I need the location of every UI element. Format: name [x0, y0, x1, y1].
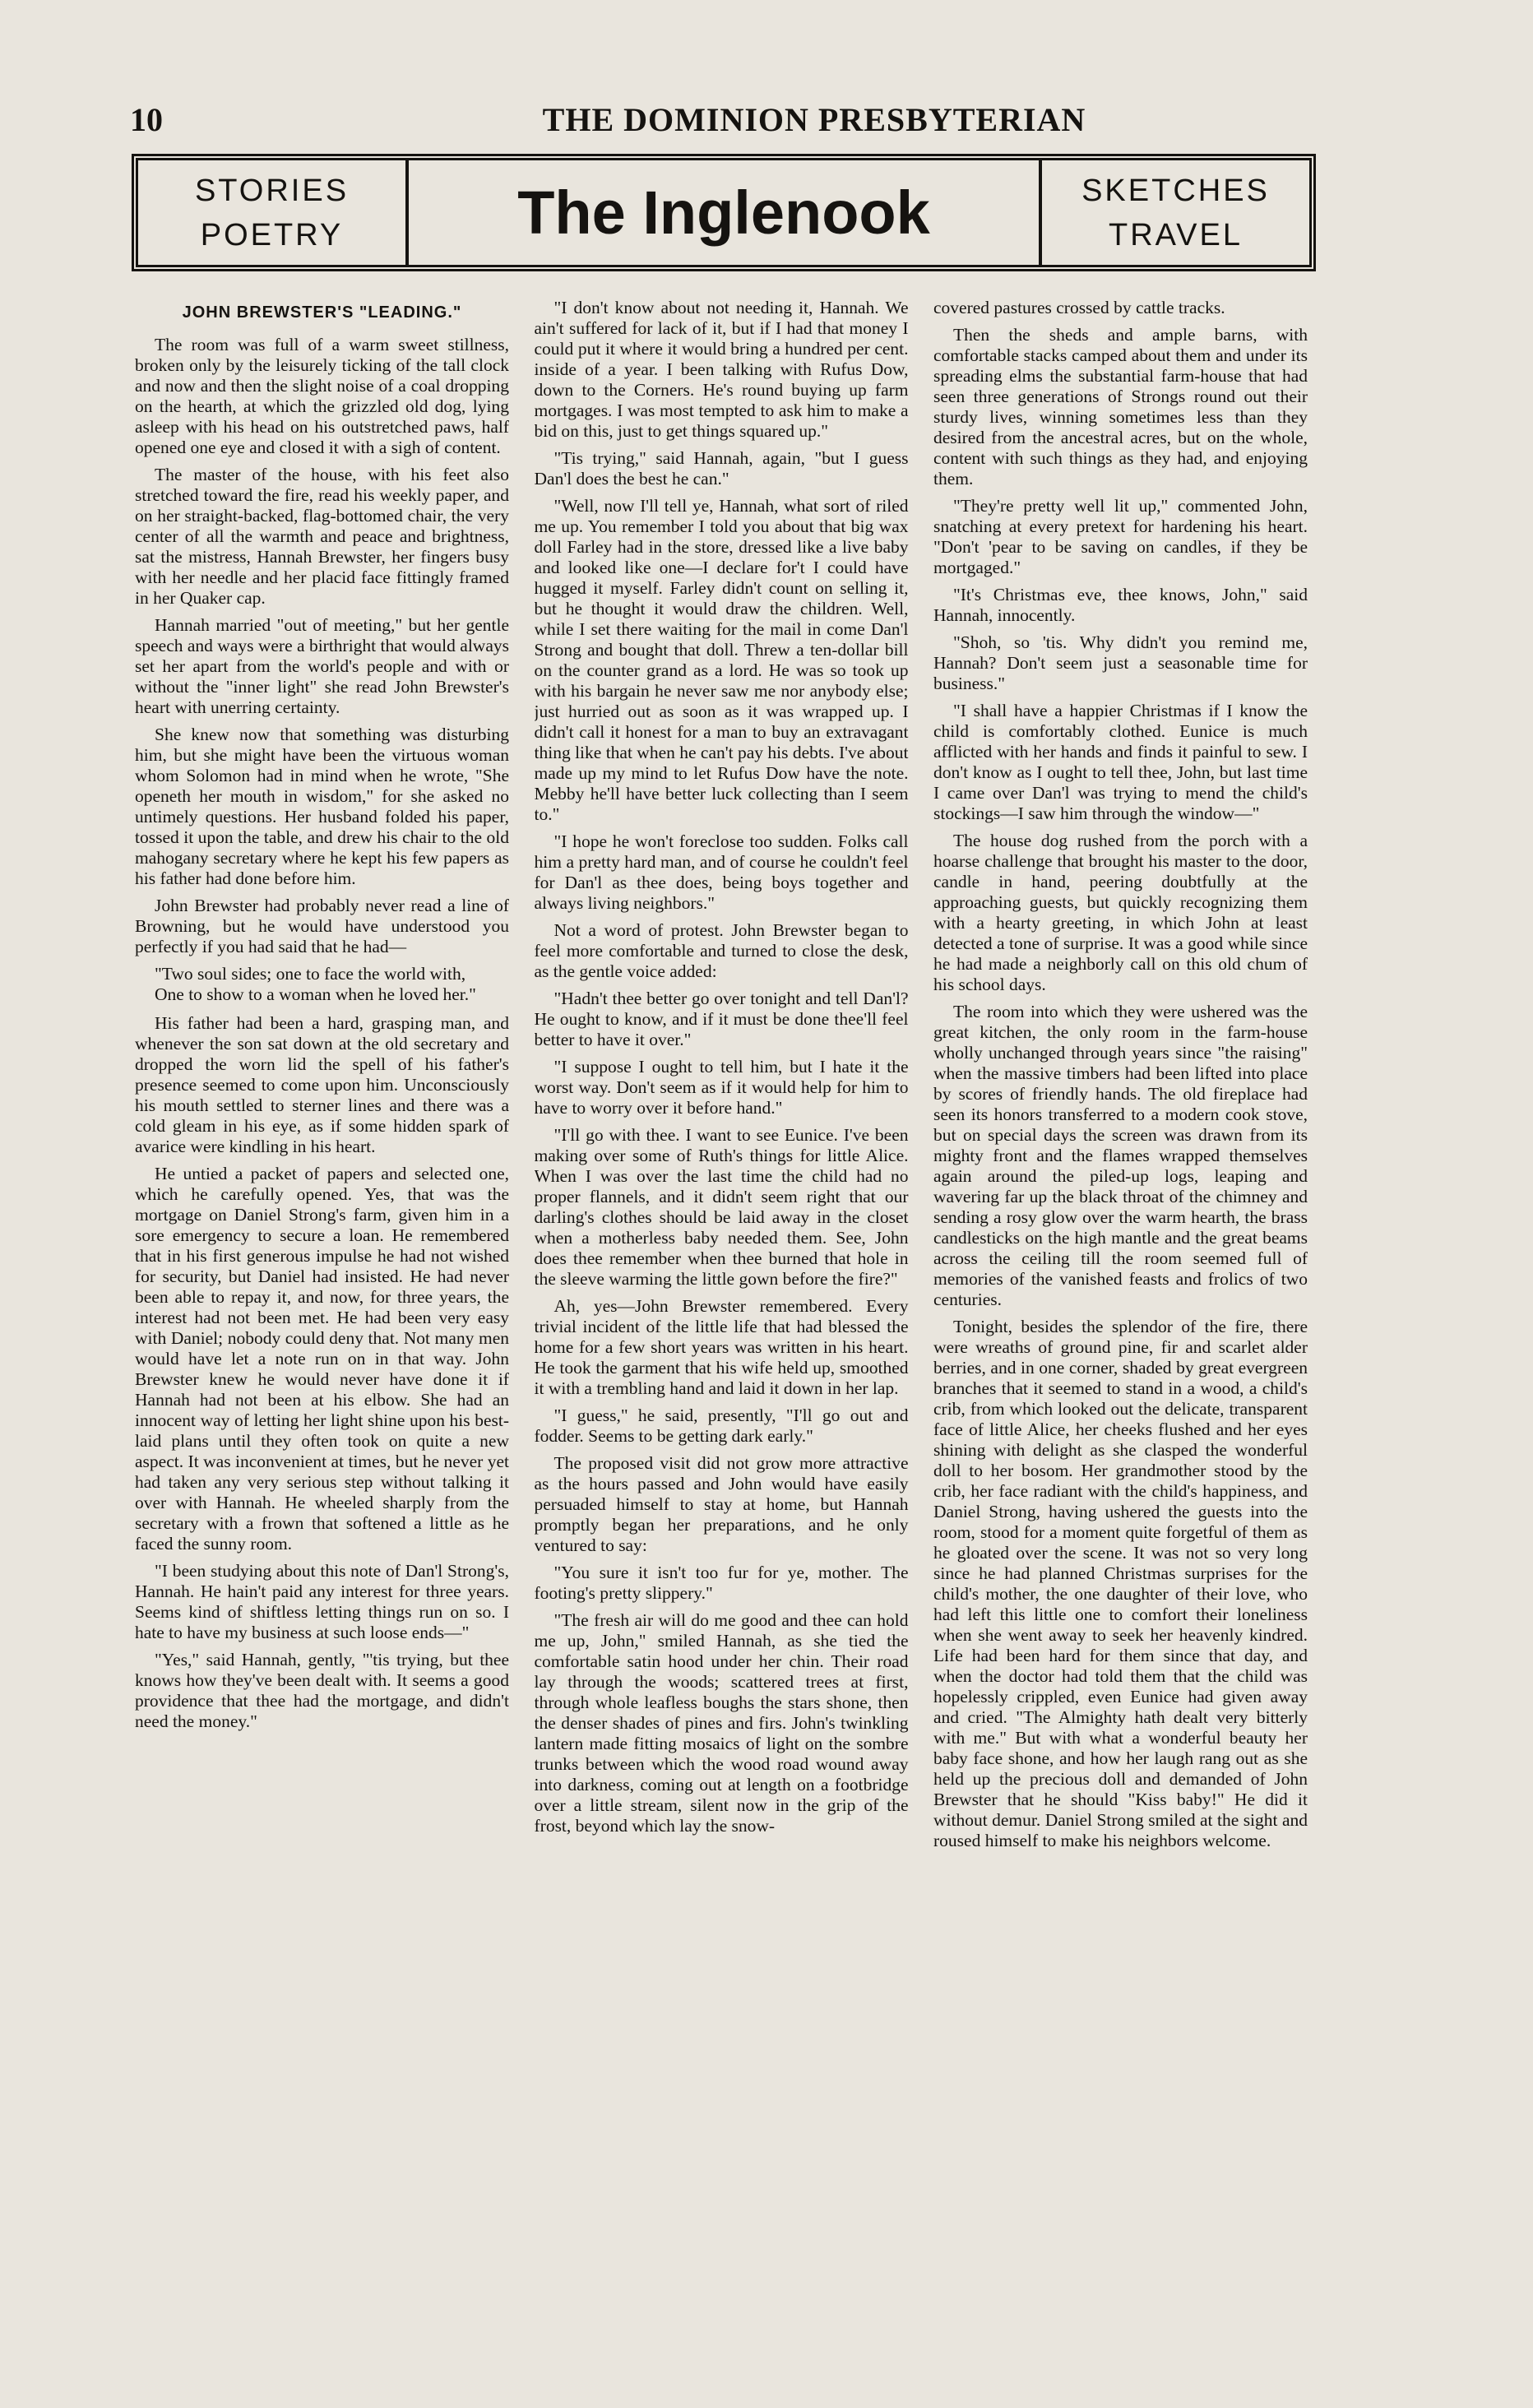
section-masthead [132, 154, 1316, 271]
masthead-right-box [1039, 160, 1309, 265]
paragraph: "They're pretty well lit up," commented John, snatching at every pretext for hardening his heart. "Don't 'pear to be saving on candles, if they be mortgaged." [933, 496, 1308, 577]
paragraph: Ah, yes—John Brewster remembered. Every trivial incident of the little life that had blessed the home for a few short years was written in his heart. He took the garment that his wife held up, smoothed it with a trembling hand and laid it down in her lap. [534, 1296, 909, 1398]
verse-line: "Two soul sides; one to face the world with, [155, 964, 466, 984]
paragraph: "I shall have a happier Christmas if I know the child is comfortably clothed. Eunice is much afflicted with her hands and finds it painful to sew. I don't know as I ought to tell thee, John, but last time I came over Dan'l was trying to mend the child's stockings—I saw him through the window—" [933, 701, 1308, 823]
masthead-title: The Inglenook [517, 178, 930, 247]
paragraph: "Shoh, so 'tis. Why didn't you remind me, Hannah? Don't seem just a seasonable time for business." [933, 632, 1308, 693]
paragraph: John Brewster had probably never read a line of Browning, but he would have understood you perfectly if you had said that he had— [135, 896, 509, 956]
running-title: THE DOMINION PRESBYTERIAN [542, 101, 1086, 138]
verse-quote [155, 964, 509, 1005]
column-1 [135, 298, 509, 2288]
paragraph: covered pastures crossed by cattle tracks. [933, 298, 1225, 317]
column-3 [933, 298, 1308, 2288]
paragraph: The proposed visit did not grow more attractive as the hours passed and John would have easily persuaded himself to stay at home, but Hannah promptly began her preparations, and he only ventured to say: [534, 1453, 909, 1555]
article-columns [135, 298, 1308, 2288]
paragraph: Tonight, besides the splendor of the fire, there were wreaths of ground pine, fir and scarlet alder berries, and in one corner, shaded by great evergreen branches that it seemed to stand in a wood, a child's crib, from which looked out the delicate, transparent face of little Alice, her cheeks flushed and her eyes shining with delight as she clasped the wonderful doll to her bosom. Her grandmother stood by the crib, her face radiant with the child's happiness, and Daniel Strong, having ushered the guests into the room, stood for a moment quite forgetful of them as he gloated over the scene. It was not so very long since he had planned Christmas surprises for the child's mother, the one daughter of their love, who had left this little one to comfort their loneliness when she went away to seek her heavenly kindred. Life had been hard for them since that day, and when the doctor had told them that the child was hopelessly crippled, even Eunice had given away and cried. "The Almighty hath dealt very bitterly with me." But with what a wonderful beauty her baby face shone, and how her laugh rang out as she held up the precious doll and demanded of John Brewster that he should "Kiss baby!" He did it without demur. Daniel Strong smiled at the sight and roused himself to make his neighbors welcome. [933, 1317, 1308, 1850]
masthead-left-box [138, 160, 409, 265]
paragraph: "You sure it isn't too fur for ye, mother. The footing's pretty slippery." [534, 1563, 909, 1603]
paragraph: "I hope he won't foreclose too sudden. Folks call him a pretty hard man, and of course he couldn't feel for Dan'l as thee does, being boys together and always living neighbors." [534, 831, 909, 913]
paragraph: "I don't know about not needing it, Hannah. We ain't suffered for lack of it, but if I had that money I could put it where it would bring a hundred per cent. inside of a year. I been talking with Rufus Dow, down to the Corners. He's round buying up farm mortgages. I was most tempted to ask him to make a bid on this, just to get things squared up." [534, 298, 909, 441]
paragraph: Not a word of protest. John Brewster began to feel more comfortable and turned to close the desk, as the gentle voice added: [534, 920, 909, 981]
paragraph: "Well, now I'll tell ye, Hannah, what sort of riled me up. You remember I told you about that big wax doll Farley had in the store, dressed like a live baby and looked like one—I declare for't I could have hugged it myself. Farley didn't count on selling it, but he thought it would draw the children. Well, while I set there waiting for the mail in come Dan'l Strong and bought that doll. Threw a ten-dollar bill on the counter grand as a lord. He was so took up with his bargain he never saw me nor anybody else; just hurried out as soon as it was wrapped up. I didn't call it honest for a man to buy an extravagant thing like that when he can't pay his debts. I've about made up my mind to let Rufus Dow have the note. Mebby he'll have better luck collecting than I seem to." [534, 496, 909, 824]
paragraph: The room was full of a warm sweet stillness, broken only by the leisurely ticking of the tall clock and now and then the slight noise of a coal dropping on the hearth, at which the grizzled old dog, lying asleep with his head on his outstretched paws, half opened one eye and closed it with a sigh of content. [135, 335, 509, 457]
masthead-stories: STORIES [194, 173, 350, 208]
paragraph: The room into which they were ushered was the great kitchen, the only room in the farm-house wholly unchanged through years since "the raising" when the massive timbers had been lifted into place by scores of friendly hands. The old fireplace had seen its honors transferred to a modern cook stove, but on special days the screen was drawn from its mighty front and the flames wrapped themselves again around the piled-up logs, leaping and wavering far up the black throat of the chimney and sending a rosy glow over the warm hearth, the brass candlesticks on the high mantle and the great beams across the ceiling till the room seemed full of memories of the vanished feasts and frolics of two centuries. [933, 1002, 1308, 1309]
column-2 [535, 298, 909, 2288]
paragraph: He untied a packet of papers and selected one, which he carefully opened. Yes, that was the mortgage on Daniel Strong's farm, given him in a sore emergency to secure a loan. He remembered that in his first generous impulse he had not wished for security, but Daniel had insisted. He had never been able to repay it, and now, for three years, the interest had not been met. He had been very easy with Daniel; nobody could deny that. Not many men would have let a note run on in that way. John Brewster knew he would never have done it if Hannah had not been at his elbow. She had an innocent way of letting her light shine upon his best-laid plans until they often took on quite a new aspect. It was inconvenient at times, but he never yet had taken any very serious step without talking it over with Hannah. He wheeled sharply from the secretary with a frown that softened a little as he faced the sunny room. [135, 1164, 509, 1554]
paragraph: "I been studying about this note of Dan'l Strong's, Hannah. He hain't paid any interest for three years. Seems kind of shiftless letting things run on so. I hate to have my business at such loose ends—" [135, 1561, 509, 1642]
paragraph: The master of the house, with his feet also stretched toward the fire, read his weekly paper, and on her straight-backed, flag-bottomed chair, the very center of all the warmth and peace and brightness, sat the mistress, Hannah Brewster, her fingers busy with her needle and her placid face fittingly framed in her Quaker cap. [135, 465, 509, 608]
masthead-sketches: SKETCHES [1081, 173, 1270, 208]
paragraph: His father had been a hard, grasping man, and whenever the son sat down at the old secretary and dropped the worn lid the spell of his father's presence seemed to come upon him. Unconsciously his mouth settled to sterner lines and there was a cold gleam in his eye, as if some hidden spark of avarice were kindling in his heart. [135, 1013, 509, 1156]
paragraph: "It's Christmas eve, thee knows, John," said Hannah, innocently. [933, 585, 1308, 625]
paragraph: Then the sheds and ample barns, with comfortable stacks camped about them and under its spreading elms the substantial farm-house that had seen three generations of Strongs round out their sturdy lives, winning sometimes less than they desired from the ancestral acres, but on the whole, content with such things as they had, and enjoying them. [933, 325, 1308, 489]
paragraph: "Yes," said Hannah, gently, "'tis trying, but thee knows how they've been dealt with. It seems a good providence that thee had the mortgage, and didn't need the money." [135, 1650, 509, 1731]
verse-line: One to show to a woman when he loved her." [155, 984, 476, 1004]
masthead-travel: TRAVEL [1108, 217, 1243, 252]
page-number: 10 [130, 101, 163, 138]
paragraph: "Tis trying," said Hannah, again, "but I guess Dan'l does the best he can." [534, 448, 909, 489]
paragraph: "I'll go with thee. I want to see Eunice. I've been making over some of Ruth's things for little Alice. When I was over the last time the child had no proper flannels, and it didn't seem right that our darling's clothes should be laid away in the closet when a motherless baby needed them. See, John does thee remember when thee burned that hole in the sleeve warming the little gown before the fire?" [534, 1125, 909, 1289]
article-title: JOHN BREWSTER'S "LEADING." [182, 303, 462, 322]
paragraph: "Hadn't thee better go over tonight and tell Dan'l? He ought to know, and if it must be done thee'll feel better to have it over." [534, 989, 909, 1049]
paragraph: "I guess," he said, presently, "I'll go out and fodder. Seems to be getting dark early." [534, 1405, 909, 1446]
paragraph: "I suppose I ought to tell him, but I hate it the worst way. Don't seem as if it would help for him to have to worry over it before hand." [534, 1057, 909, 1118]
paragraph: "The fresh air will do me good and thee can hold me up, John," smiled Hannah, as she tied the comfortable satin hood under her chin. Their road lay through the woods; scattered trees at first, through whole leafless boughs the stars shone, then the denser shades of pines and firs. John's twinkling lantern made fitting mosaics of light on the sombre trunks between which the wood road wound away into darkness, coming out at length on a footbridge over a little stream, silent now in the grip of the frost, beyond which lay the snow- [534, 1610, 909, 1836]
paragraph: She knew now that something was disturbing him, but she might have been the virtuous woman whom Solomon had in mind when he wrote, "She openeth her mouth in wisdom," for she asked no untimely questions. Her husband folded his paper, tossed it upon the table, and drew his chair to the old mahogany secretary where he kept his few papers as his father had done before him. [135, 725, 509, 888]
paragraph: Hannah married "out of meeting," but her gentle speech and ways were a birthright that would always set her apart from the world's people and with or without the "inner light" she read John Brewster's heart with unerring certainty. [135, 615, 509, 717]
paragraph: The house dog rushed from the porch with a hoarse challenge that brought his master to the door, candle in hand, peering doubtfully at the approaching guests, but quickly recognizing them with a hearty greeting, in which John at least detected a tone of surprise. It was a good while since he had made a neighborly call on this old chum of his school days. [933, 831, 1308, 994]
masthead-poetry: POETRY [200, 217, 344, 252]
